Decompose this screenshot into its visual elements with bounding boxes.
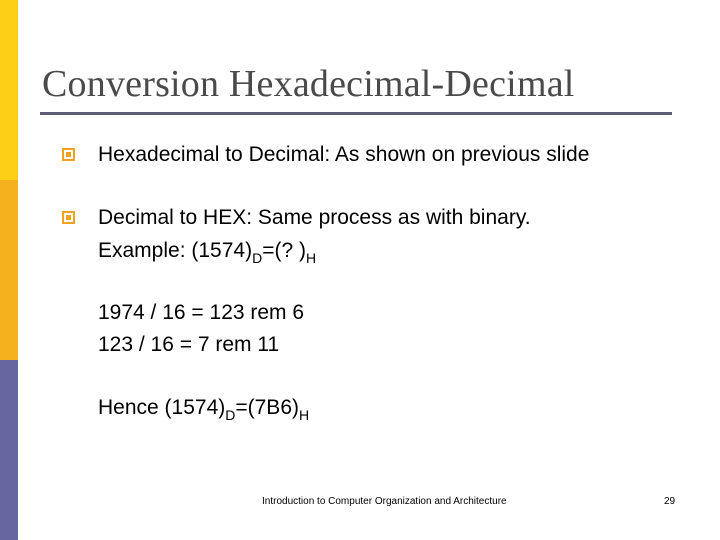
example-subscript-h: H	[305, 250, 317, 266]
example-middle: =(? )	[262, 239, 306, 262]
bullet-icon	[62, 211, 75, 224]
example-subscript-d: D	[252, 250, 263, 266]
footer-page-number: 29	[664, 496, 676, 507]
hence-prefix: Hence (1574)	[98, 396, 226, 419]
sidebar-accent	[0, 0, 18, 540]
hence-middle: =(7B6)	[235, 396, 299, 419]
bullet-text-dec-to-hex: Decimal to HEX: Same process as with binary.	[98, 206, 531, 229]
hence-subscript-h: H	[299, 407, 310, 423]
title-underline	[40, 112, 672, 115]
hence-subscript-d: D	[225, 407, 236, 423]
sidebar-segment-purple	[0, 360, 18, 540]
sidebar-segment-yellow	[0, 0, 18, 180]
example-prefix: Example: (1574)	[98, 239, 253, 262]
example-line	[98, 238, 316, 265]
footer-course-title: Introduction to Computer Organization and Architecture	[262, 496, 507, 507]
calc-line-2: 123 / 16 = 7 rem 11	[98, 333, 280, 356]
hence-line	[98, 395, 309, 422]
calc-line-1: 1974 / 16 = 123 rem 6	[98, 301, 305, 324]
slide-title: Conversion Hexadecimal-Decimal	[42, 63, 575, 105]
bullet-icon	[62, 148, 75, 161]
sidebar-segment-orange	[0, 180, 18, 360]
bullet-text-hex-to-dec: Hexadecimal to Decimal: As shown on previous slide	[98, 143, 590, 166]
